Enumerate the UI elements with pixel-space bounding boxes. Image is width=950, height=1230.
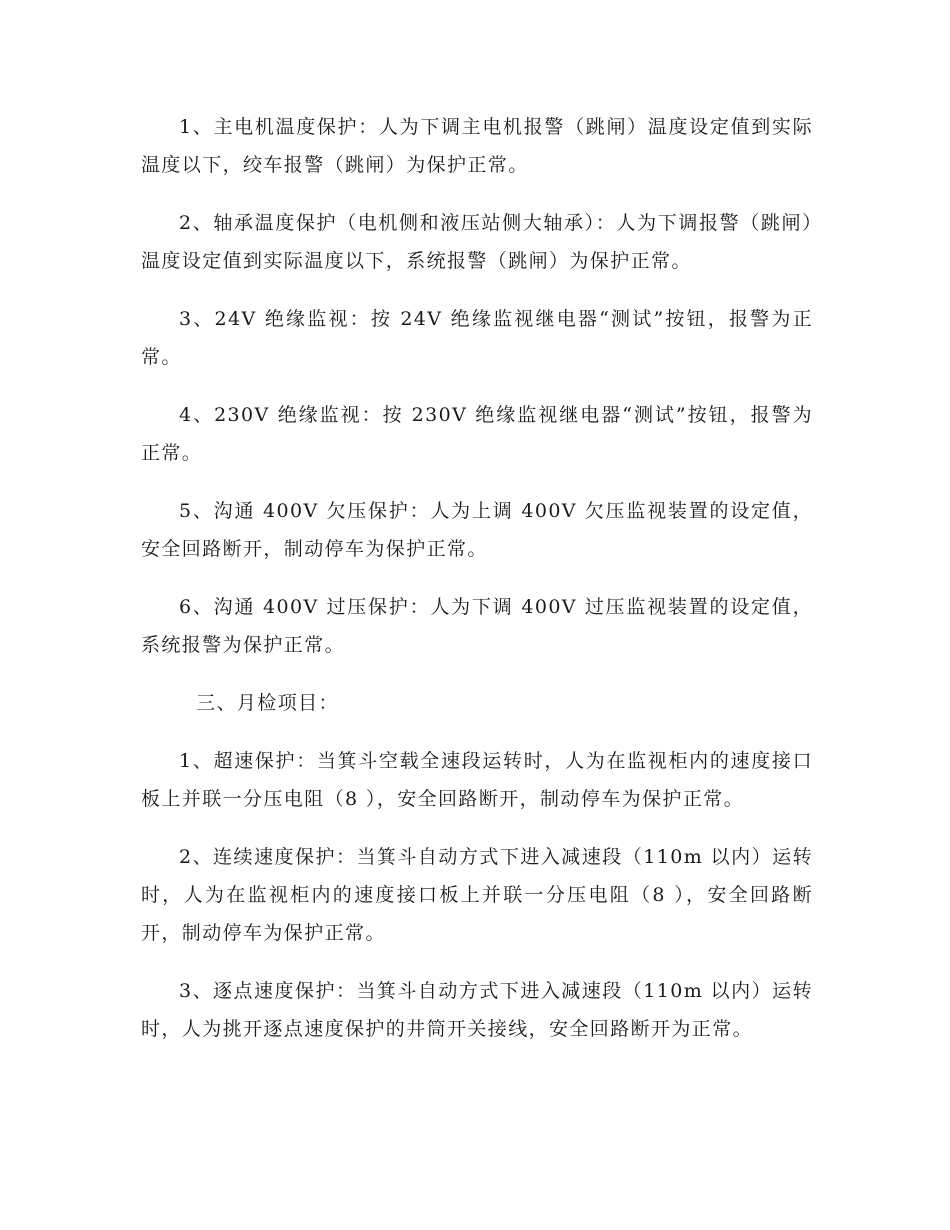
paragraph-main-motor-temperature: 1、主电机温度保护：人为下调主电机报警（跳闸）温度设定值到实际温度以下，绞车报警（跳闸）为保护正常。 [141, 116, 813, 176]
paragraph-pointwise-speed: 3、逐点速度保护：当箕斗自动方式下进入减速段（110m 以内）运转时，人为挑开逐点速度保护的井筒开关接线，安全回路断开为正常。 [141, 980, 813, 1040]
section-heading-monthly: 三、月检项目： [196, 692, 339, 714]
paragraph-bearing-temperature: 2、轴承温度保护（电机侧和液压站侧大轴承）：人为下调报警（跳闸）温度设定值到实际温度以下，系统报警（跳闸）为保护正常。 [141, 212, 813, 272]
paragraph-400v-undervoltage: 5、沟通 400V 欠压保护：人为上调 400V 欠压监视装置的设定值，安全回路断开，制动停车为保护正常。 [141, 500, 813, 560]
document-body [141, 108, 813, 1068]
paragraph-overspeed: 1、超速保护：当箕斗空载全速段运转时，人为在监视柜内的速度接口板上并联一分压电阻（8 ），安全回路断开，制动停车为保护正常。 [141, 750, 813, 810]
paragraph-230v-insulation: 4、230V 绝缘监视：按 230V 绝缘监视继电器“测试”按钮，报警为正常。 [141, 404, 813, 464]
paragraph-400v-overvoltage: 6、沟通 400V 过压保护：人为下调 400V 过压监视装置的设定值，系统报警为保护正常。 [141, 596, 813, 656]
paragraph-24v-insulation: 3、24V 绝缘监视：按 24V 绝缘监视继电器“测试”按钮，报警为正常。 [141, 308, 813, 368]
paragraph-continuous-speed: 2、连续速度保护：当箕斗自动方式下进入减速段（110m 以内）运转时，人为在监视柜内的速度接口板上并联一分压电阻（8 ），安全回路断开，制动停车为保护正常。 [141, 846, 813, 944]
